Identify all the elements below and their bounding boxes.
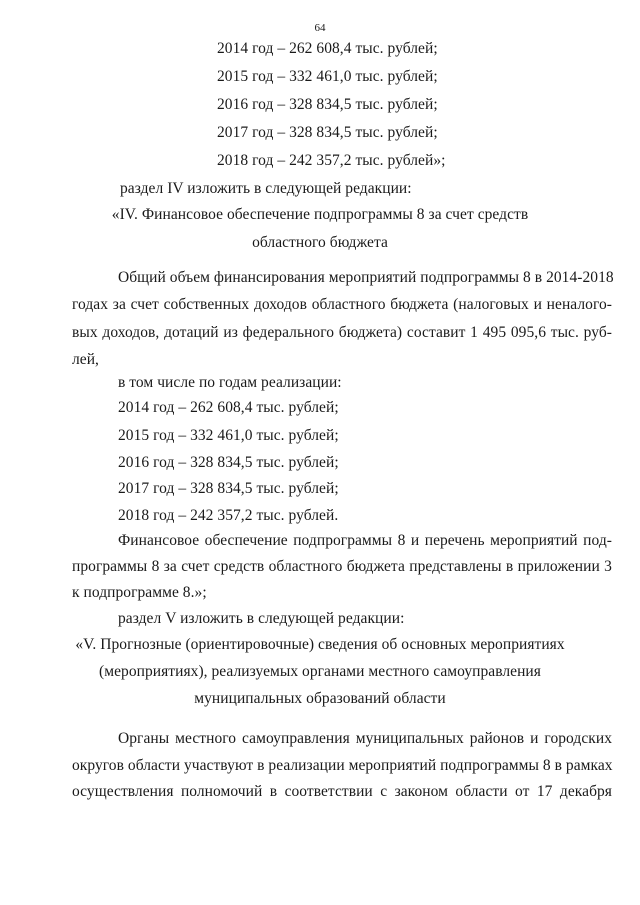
- paragraph-line: Органы местного самоуправления муниципальных районов и городских: [118, 730, 612, 747]
- top-list-item: 2018 год – 242 357,2 тыс. рублей»;: [217, 152, 446, 169]
- section5-heading: муниципальных образований области: [194, 690, 446, 707]
- paragraph-line: годах за счет собственных доходов областного бюджета (налоговых и неналого-: [72, 296, 612, 313]
- paragraph-line: Общий объем финансирования мероприятий подпрограммы 8 в 2014-2018: [118, 269, 614, 286]
- paragraph-line: округов области участвуют в реализации мероприятий подпрограммы 8 в рамках: [72, 757, 613, 774]
- mid-list-item: 2014 год – 262 608,4 тыс. рублей;: [118, 399, 339, 416]
- section4-heading: областного бюджета: [252, 234, 388, 251]
- section4-intro: раздел IV изложить в следующей редакции:: [120, 180, 412, 197]
- years-intro: в том числе по годам реализации:: [118, 374, 342, 391]
- paragraph-line: лей,: [72, 351, 99, 368]
- top-list-item: 2017 год – 328 834,5 тыс. рублей;: [217, 124, 438, 141]
- top-list-item: 2014 год – 262 608,4 тыс. рублей;: [217, 40, 438, 57]
- section4-heading: «IV. Финансовое обеспечение подпрограммы 8 за счет средств: [111, 206, 529, 223]
- mid-list-item: 2017 год – 328 834,5 тыс. рублей;: [118, 480, 339, 497]
- mid-list-item: 2016 год – 328 834,5 тыс. рублей;: [118, 454, 339, 471]
- top-list-item: 2015 год – 332 461,0 тыс. рублей;: [217, 68, 438, 85]
- mid-list-item: 2018 год – 242 357,2 тыс. рублей.: [118, 507, 339, 524]
- paragraph-line: Финансовое обеспечение подпрограммы 8 и перечень мероприятий под-: [118, 532, 612, 549]
- paragraph-line: к подпрограмме 8.»;: [72, 584, 207, 601]
- mid-list-item: 2015 год – 332 461,0 тыс. рублей;: [118, 427, 339, 444]
- page-number: 64: [314, 22, 326, 34]
- section5-intro: раздел V изложить в следующей редакции:: [118, 610, 405, 627]
- paragraph-line: программы 8 за счет средств областного бюджета представлены в приложении 3: [72, 558, 612, 575]
- section5-heading: «V. Прогнозные (ориентировочные) сведения об основных мероприятиях: [75, 636, 565, 653]
- paragraph-line: осуществления полномочий в соответствии с законом области от 17 декабря: [72, 783, 612, 800]
- section5-heading: (мероприятиях), реализуемых органами местного самоуправления: [99, 663, 541, 680]
- paragraph-line: вых доходов, дотаций из федерального бюджета) составит 1 495 095,6 тыс. руб-: [72, 324, 612, 341]
- top-list-item: 2016 год – 328 834,5 тыс. рублей;: [217, 96, 438, 113]
